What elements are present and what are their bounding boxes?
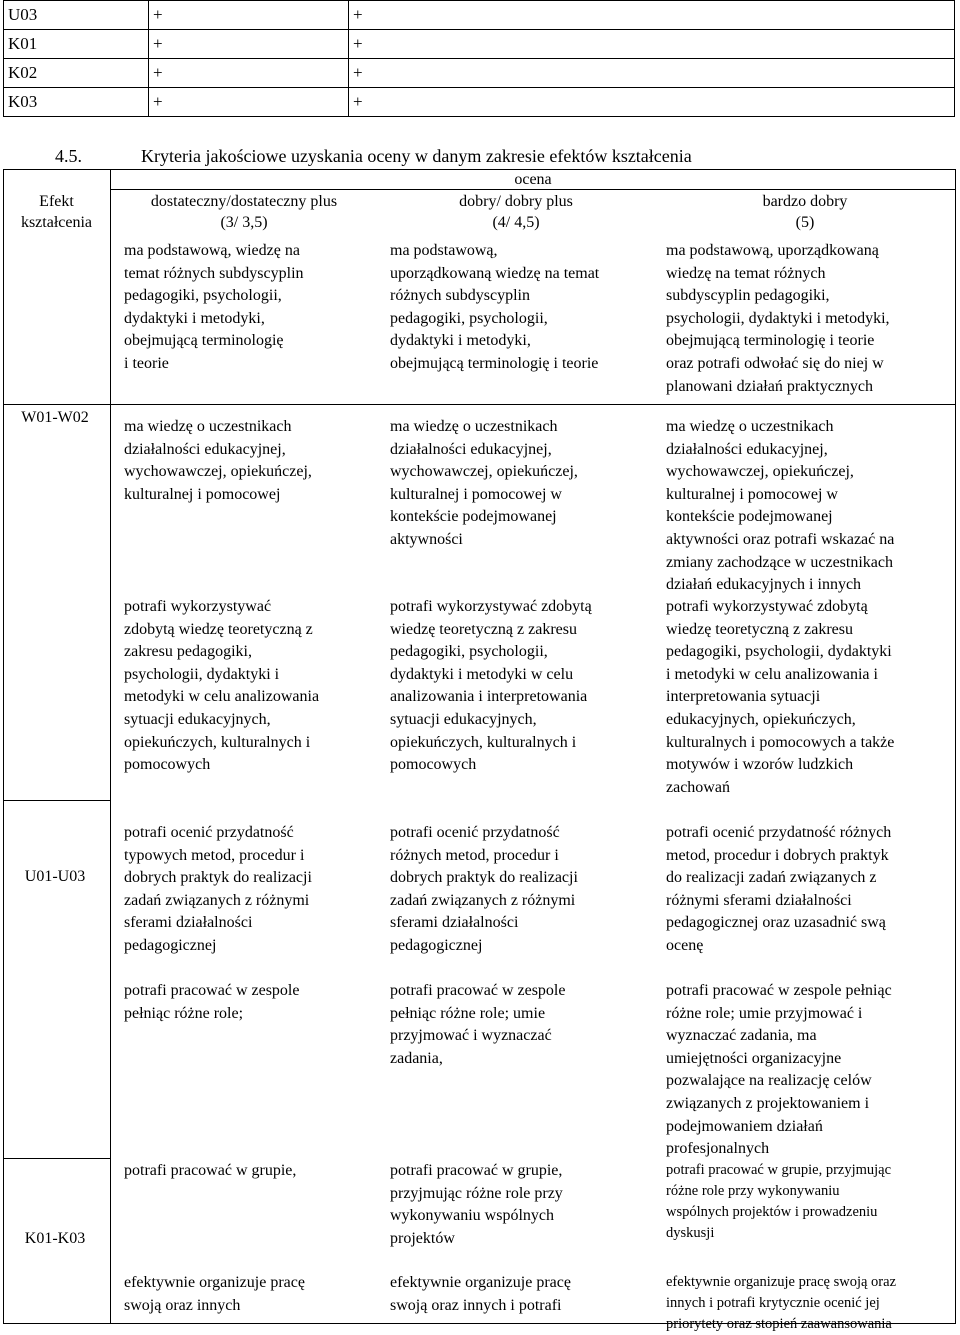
grade-header-4 — [380, 191, 652, 233]
code-cell: K01 — [4, 30, 149, 59]
mark-cell: + — [349, 1, 955, 30]
table-divider — [3, 800, 110, 801]
criterion-cell: potrafi ocenić przydatność typowych metod, procedur i dobrych praktyk do realizacji zadań związanych z różnymi sferami działalności pedagogicznej — [124, 824, 312, 954]
criterion-cell: potrafi wykorzystywać zdobytą wiedzę teoretyczną z zakresu pedagogiki, psychologii, dydaktyki i metodyki w celu analizowania sytuacji edukacyjnych, opiekuńczych, kulturalnych i pomocowych — [124, 598, 320, 774]
grade-range: (3/ 3,5) — [220, 214, 268, 231]
criterion-cell: potrafi wykorzystywać zdobytą wiedzę teoretyczną z zakresu pedagogiki, psychologii, dydaktyki i metodyki w celu analizowania i interpretowania sytuacji edukacyjnych, opiekuńczych, kulturalnych i pomocowych — [390, 598, 592, 774]
section-title: Kryteria jakościowe uzyskania oceny w danym zakresie efektów kształcenia — [141, 146, 692, 166]
effect-code-w: W01-W02 — [21, 409, 89, 426]
mark-cell: + — [149, 88, 349, 117]
code-cell: K03 — [4, 88, 149, 117]
criterion-cell: ma wiedzę o uczestnikach działalności edukacyjnej, wychowawczej, opiekuńczej, kulturalnej i pomocowej — [124, 418, 312, 503]
table-border-left — [3, 169, 4, 1324]
table-row — [4, 1, 955, 30]
table-row — [4, 30, 955, 59]
criterion-cell: potrafi pracować w grupie, przyjmując różne role przy wykonywaniu wspólnych projektów — [390, 1162, 563, 1247]
table-divider — [3, 404, 956, 405]
criterion-cell: efektywnie organizuje pracę swoją oraz innych — [124, 1274, 305, 1314]
grade-range: (4/ 4,5) — [492, 214, 540, 231]
criterion-cell: efektywnie organizuje pracę swoją oraz innych i potrafi krytycznie ocenić jej priorytety oraz stopień zaawansowania — [666, 1274, 897, 1332]
criterion-cell: ma podstawową, uporządkowaną wiedzę na temat różnych subdyscyplin pedagogiki, psychologii, dydaktyki i metodyki, obejmującą terminologię i teorie — [390, 242, 600, 372]
mark-cell: + — [349, 59, 955, 88]
table-row — [4, 88, 955, 117]
mark-cell: + — [149, 1, 349, 30]
grade-header-3 — [110, 191, 378, 233]
top-table — [3, 0, 955, 117]
criterion-cell: potrafi pracować w zespole pełniąc różne role; umie przyjmować i wyznaczać zadania, ma umiejętności organizacyjne pozwalające na realizację celów związanych z projektowaniem i podejmowaniem działań profesjonalnych — [666, 982, 892, 1158]
code-cell: K02 — [4, 59, 149, 88]
section-heading — [55, 146, 692, 167]
grade-name: bardzo dobry — [762, 193, 848, 210]
mark-cell: + — [149, 30, 349, 59]
grade-header-5 — [660, 191, 950, 233]
mark-cell: + — [149, 59, 349, 88]
mark-cell: + — [349, 88, 955, 117]
effect-header-line: Efekt — [39, 193, 74, 210]
table-row — [4, 59, 955, 88]
criterion-cell: ma wiedzę o uczestnikach działalności edukacyjnej, wychowawczej, opiekuńczej, kulturalnej i pomocowej w kontekście podejmowanej aktywności oraz potrafi wskazać na zmiany zachodzące w uczestnikach działań edukacyjnych i innych — [666, 418, 895, 594]
criterion-cell: efektywnie organizuje pracę swoją oraz innych i potrafi — [390, 1274, 571, 1314]
criterion-cell: potrafi pracować w zespole pełniąc różne role; umie przyjmować i wyznaczać zadania, — [390, 982, 566, 1067]
criterion-cell: potrafi pracować w zespole pełniąc różne role; — [124, 982, 300, 1022]
effect-code-k: K01-K03 — [24, 1230, 86, 1247]
grade-name: dostateczny/dostateczny plus — [150, 193, 338, 210]
table-divider — [110, 169, 111, 1324]
effect-header-line: kształcenia — [20, 214, 93, 231]
criterion-cell: ma podstawową, uporządkowaną wiedzę na temat różnych subdyscyplin pedagogiki, psychologii, dydaktyki i metodyki, obejmującą terminologię i teorie oraz potrafi odwołać się do niej w planowani działań praktycznych — [666, 242, 890, 395]
criterion-cell: potrafi ocenić przydatność różnych metod, procedur i dobrych praktyk do realizacji zadań związanych z różnymi sferami działalności pedagogicznej — [390, 824, 578, 954]
criterion-cell: ma wiedzę o uczestnikach działalności edukacyjnej, wychowawczej, opiekuńczej, kulturalnej i pomocowej w kontekście podejmowanej aktywności — [390, 418, 578, 548]
criterion-cell: potrafi pracować w grupie, przyjmując różne role przy wykonywaniu wspólnych projektów i prowadzeniu dyskusji — [666, 1162, 892, 1241]
grade-name: dobry/ dobry plus — [459, 193, 573, 210]
section-number: 4.5. — [55, 146, 82, 166]
table-divider — [3, 1158, 110, 1159]
criterion-cell: potrafi wykorzystywać zdobytą wiedzę teoretyczną z zakresu pedagogiki, psychologii, dydaktyki i metodyki w celu analizowania i interpretowania sytuacji edukacyjnych, opiekuńczych, kulturalnych i pomocowych a także motywów i wzorów ludzkich zachowań — [666, 598, 895, 796]
code-cell: U03 — [4, 1, 149, 30]
criterion-cell: potrafi pracować w grupie, — [124, 1162, 297, 1179]
criterion-cell: ma podstawową, wiedzę na temat różnych subdyscyplin pedagogiki, psychologii, dydaktyki i metodyki, obejmującą terminologię i teorie — [124, 242, 304, 372]
table-border-right — [955, 169, 956, 1324]
effect-code-u: U01-U03 — [24, 868, 86, 885]
ocena-header: ocena — [514, 171, 552, 188]
effect-header — [3, 191, 110, 233]
criterion-cell: potrafi ocenić przydatność różnych metod, procedur i dobrych praktyk do realizacji zadań związanych z różnymi sferami działalności pedagogicznej oraz uzasadnić swą ocenę — [666, 824, 892, 954]
grade-range: (5) — [795, 214, 815, 231]
mark-cell: + — [349, 30, 955, 59]
